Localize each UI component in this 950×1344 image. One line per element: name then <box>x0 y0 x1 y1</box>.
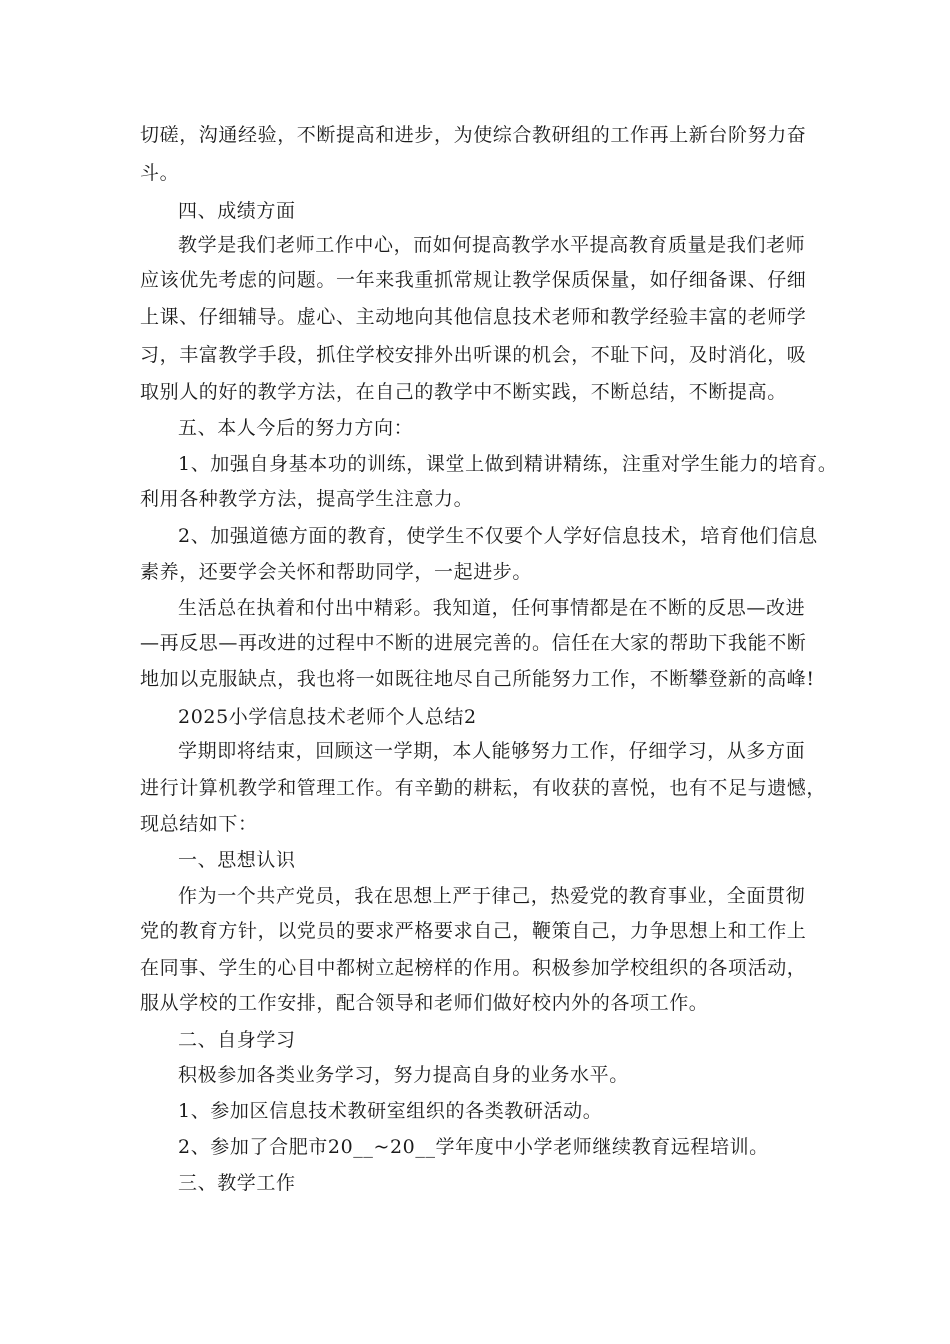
text-line: 素养，还要学会关怀和帮助同学，一起进步。 <box>140 561 533 583</box>
text-line: 1、参加区信息技术教研室组织的各类教研活动。 <box>178 1100 603 1122</box>
text-line: 2、加强道德方面的教育，使学生不仅要个人学好信息技术，培育他们信息 <box>178 525 818 547</box>
section-heading: 二、自身学习 <box>178 1029 296 1051</box>
section-title: 2025小学信息技术老师个人总结2 <box>178 706 477 728</box>
text-line: 积极参加各类业务学习，努力提高自身的业务水平。 <box>178 1064 629 1086</box>
text-line: 进行计算机教学和管理工作。有辛勤的耕耘，有收获的喜悦，也有不足与遗憾， <box>140 777 827 799</box>
text-line: 学期即将结束，回顾这一学期，本人能够努力工作，仔细学习，从多方面 <box>178 740 806 762</box>
text-line: 斗。 <box>140 162 180 184</box>
text-line: 切磋，沟通经验，不断提高和进步，为使综合教研组的工作再上新台阶努力奋 <box>140 124 807 146</box>
text-line: —再反思—再改进的过程中不断的进展完善的。信任在大家的帮助下我能不断 <box>140 632 807 654</box>
text-line: 习，丰富教学手段，抓住学校安排外出听课的机会，不耻下问，及时消化，吸 <box>140 344 807 366</box>
section-heading: 三、教学工作 <box>178 1172 296 1194</box>
text-line: 在同事、学生的心目中都树立起榜样的作用。积极参加学校组织的各项活动， <box>140 957 807 979</box>
text-line: 生活总在执着和付出中精彩。我知道，任何事情都是在不断的反思—改进 <box>178 597 806 619</box>
text-line: 2、参加了合肥市20__~20__学年度中小学老师继续教育远程培训。 <box>178 1136 769 1158</box>
text-line: 应该优先考虑的问题。一年来我重抓常规让教学保质保量，如仔细备课、仔细 <box>140 269 807 291</box>
text-line: 1、加强自身基本功的训练，课堂上做到精讲精练，注重对学生能力的培育。 <box>178 453 838 475</box>
text-line: 上课、仔细辅导。虚心、主动地向其他信息技术老师和教学经验丰富的老师学 <box>140 306 807 328</box>
text-line: 取别人的好的教学方法，在自己的教学中不断实践，不断总结，不断提高。 <box>140 381 787 403</box>
section-heading: 五、本人今后的努力方向： <box>178 417 414 439</box>
text-line: 利用各种教学方法，提高学生注意力。 <box>140 488 474 510</box>
section-heading: 一、思想认识 <box>178 849 296 871</box>
text-line: 党的教育方针，以党员的要求严格要求自己，鞭策自己，力争思想上和工作上 <box>140 920 807 942</box>
text-line: 教学是我们老师工作中心，而如何提高教学水平提高教育质量是我们老师 <box>178 234 806 256</box>
text-line: 现总结如下： <box>140 813 258 835</box>
text-line: 地加以克服缺点，我也将一如既往地尽自己所能努力工作，不断攀登新的高峰! <box>140 668 815 690</box>
text-line: 作为一个共产党员，我在思想上严于律己，热爱党的教育事业，全面贯彻 <box>178 885 806 907</box>
text-line: 服从学校的工作安排，配合领导和老师们做好校内外的各项工作。 <box>140 992 709 1014</box>
section-heading: 四、成绩方面 <box>178 200 296 222</box>
